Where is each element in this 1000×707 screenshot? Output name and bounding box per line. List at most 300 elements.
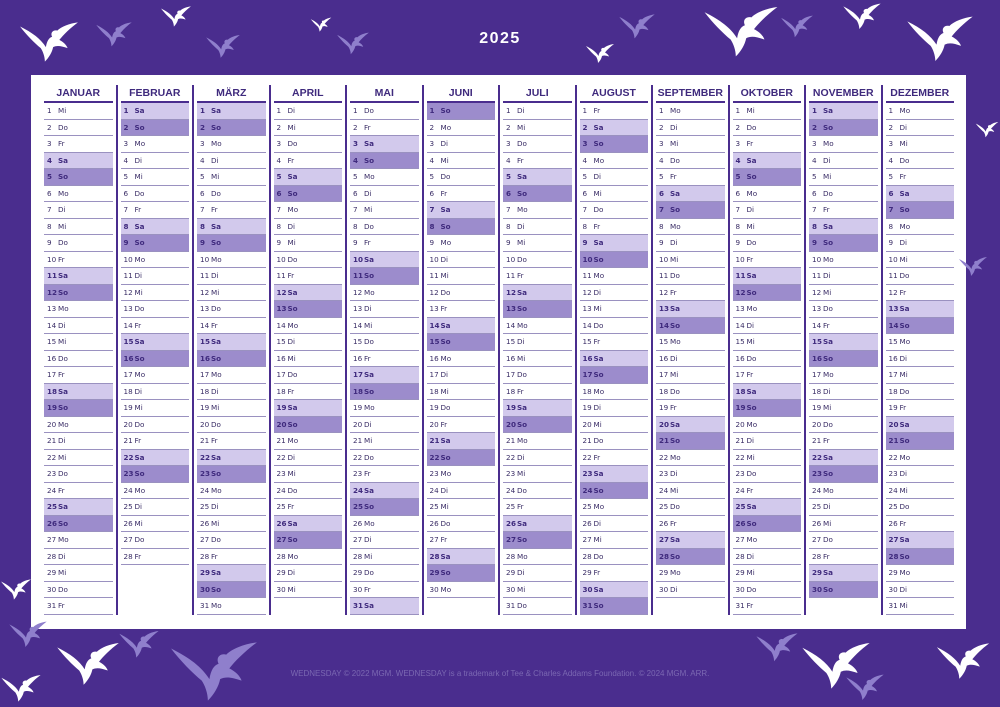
weekday-label: Mi: [58, 221, 67, 231]
day-number: 11: [276, 271, 286, 280]
weekday-label: Di: [517, 452, 525, 462]
day-number: 13: [200, 304, 210, 313]
day-number: 24: [735, 485, 745, 495]
day-number: 9: [200, 238, 206, 247]
day-row: [886, 367, 955, 384]
day-number: 18: [888, 386, 898, 396]
day-number: 6: [812, 188, 817, 198]
day-row: [274, 483, 343, 500]
day-number: 15: [888, 337, 898, 346]
day-row: [503, 219, 572, 236]
weekday-label: So: [593, 370, 604, 379]
day-row: [580, 549, 649, 566]
month-header: MÄRZ: [197, 85, 266, 103]
day-number: 3: [812, 139, 817, 148]
weekday-label: Di: [670, 353, 678, 363]
day-row: [427, 103, 496, 120]
weekday-label: Sa: [211, 221, 222, 231]
day-row: [580, 120, 649, 137]
day-row: [350, 499, 419, 516]
weekday-label: Mo: [287, 551, 299, 561]
day-number: 10: [276, 254, 286, 264]
weekday-label: Mi: [593, 304, 602, 313]
calendar-year-title: 2025: [479, 30, 521, 47]
day-row: [197, 549, 266, 566]
weekday-label: Di: [670, 122, 678, 132]
day-number: 21: [659, 436, 670, 445]
day-row: [503, 532, 572, 549]
weekday-label: Do: [746, 122, 757, 132]
day-row: [886, 450, 955, 467]
bird-icon: [8, 620, 48, 650]
day-row: [656, 384, 725, 401]
day-number: 26: [47, 518, 58, 528]
weekday-label: Mi: [287, 122, 296, 132]
weekday-label: Do: [134, 304, 145, 313]
weekday-label: Mi: [211, 172, 220, 181]
weekday-label: Di: [287, 221, 296, 231]
day-row: [503, 598, 572, 615]
day-row: [197, 169, 266, 186]
day-number: 6: [506, 188, 512, 198]
day-number: 2: [735, 122, 741, 132]
weekday-label: Sa: [823, 452, 834, 462]
day-row: [733, 450, 802, 467]
day-number: 20: [429, 419, 439, 429]
day-row: [121, 499, 190, 516]
day-number: 23: [47, 469, 57, 478]
day-row: [44, 417, 113, 434]
day-row: [733, 532, 802, 549]
day-number: 16: [429, 353, 439, 363]
weekday-label: Do: [58, 584, 68, 594]
day-row: [503, 367, 572, 384]
weekday-label: So: [746, 287, 757, 297]
weekday-label: Mi: [899, 139, 908, 148]
day-row: [350, 318, 419, 335]
weekday-label: So: [593, 254, 604, 264]
day-row: [44, 466, 113, 483]
day-number: 25: [735, 502, 746, 511]
weekday-label: Fr: [440, 535, 448, 544]
day-number: 16: [276, 353, 286, 363]
weekday-label: Do: [364, 337, 374, 346]
weekday-label: Do: [58, 122, 68, 132]
day-row: [733, 153, 802, 170]
weekday-label: Sa: [517, 403, 528, 412]
day-row: [886, 235, 955, 252]
day-row: [656, 582, 725, 599]
day-row: [656, 318, 725, 335]
day-row: [809, 285, 878, 302]
weekday-label: Di: [593, 403, 602, 412]
day-number: 22: [506, 452, 516, 462]
weekday-label: Mi: [517, 469, 526, 478]
day-row: [427, 565, 496, 582]
day-number: 2: [47, 122, 52, 132]
day-row: [427, 417, 496, 434]
day-number: 31: [200, 601, 210, 610]
weekday-label: So: [899, 205, 910, 214]
weekday-label: Fr: [440, 419, 448, 429]
day-row: [733, 120, 802, 137]
weekday-label: Fr: [58, 601, 65, 610]
day-number: 14: [659, 320, 670, 330]
day-number: 30: [276, 584, 286, 594]
weekday-label: Di: [440, 139, 449, 148]
day-number: 29: [429, 568, 440, 577]
day-row: [274, 136, 343, 153]
weekday-label: Fr: [440, 188, 448, 198]
day-number: 3: [353, 139, 359, 148]
day-number: 4: [276, 155, 282, 165]
weekday-label: Fr: [899, 287, 907, 297]
weekday-label: Do: [517, 254, 527, 264]
day-row: [197, 252, 266, 269]
day-number: 4: [659, 155, 664, 165]
day-number: 26: [582, 518, 592, 528]
weekday-label: So: [211, 469, 222, 478]
day-number: 6: [582, 188, 588, 198]
day-number: 23: [276, 469, 286, 478]
weekday-label: Do: [211, 188, 221, 198]
weekday-label: Mi: [517, 238, 526, 247]
day-number: 18: [582, 386, 592, 396]
day-number: 30: [888, 584, 898, 594]
day-row: [427, 235, 496, 252]
day-number: 20: [812, 419, 822, 429]
day-number: 26: [353, 518, 363, 528]
day-row: [121, 120, 190, 137]
day-number: 29: [353, 568, 363, 577]
day-row: [350, 598, 419, 615]
day-number: 19: [353, 403, 363, 412]
day-row: [427, 136, 496, 153]
weekday-label: Di: [211, 502, 219, 511]
day-row: [121, 417, 190, 434]
day-number: 11: [888, 271, 898, 280]
day-row: [809, 301, 878, 318]
day-number: 4: [812, 155, 817, 165]
weekday-label: So: [517, 419, 528, 429]
day-number: 18: [47, 386, 58, 396]
day-number: 10: [200, 254, 210, 264]
day-row: [656, 351, 725, 368]
day-number: 15: [353, 337, 363, 346]
day-row: [580, 384, 649, 401]
day-number: 18: [276, 386, 286, 396]
weekday-label: Do: [287, 254, 298, 264]
day-row: [580, 433, 649, 450]
day-number: 24: [123, 485, 133, 495]
day-number: 13: [429, 304, 439, 313]
day-number: 6: [47, 188, 52, 198]
day-row: [809, 417, 878, 434]
day-number: 1: [735, 106, 741, 115]
weekday-label: Di: [287, 106, 296, 115]
bird-icon: [958, 248, 988, 286]
day-number: 22: [659, 452, 669, 462]
bird-icon: [845, 672, 885, 704]
month-header: AUGUST: [580, 85, 649, 103]
day-number: 7: [200, 205, 205, 214]
weekday-label: So: [58, 287, 69, 297]
day-row: [503, 235, 572, 252]
day-number: 17: [429, 370, 439, 379]
day-number: 5: [276, 172, 282, 181]
day-number: 19: [123, 403, 133, 412]
day-number: 12: [659, 287, 669, 297]
weekday-label: Mo: [58, 188, 69, 198]
day-row: [44, 450, 113, 467]
day-row: [44, 186, 113, 203]
day-row: [121, 450, 190, 467]
weekday-label: Do: [899, 386, 910, 396]
day-number: 20: [353, 419, 363, 429]
day-number: 8: [506, 221, 511, 231]
day-row: [44, 582, 113, 599]
weekday-label: So: [287, 304, 298, 313]
weekday-label: So: [823, 584, 834, 594]
weekday-label: Di: [899, 469, 908, 478]
weekday-label: Di: [670, 469, 678, 478]
weekday-label: Di: [670, 238, 678, 247]
day-number: 24: [200, 485, 210, 495]
day-row: [350, 235, 419, 252]
weekday-label: Mo: [211, 139, 222, 148]
day-number: 2: [276, 122, 282, 132]
weekday-label: Mo: [593, 502, 605, 511]
weekday-label: Mi: [134, 403, 143, 412]
weekday-label: Di: [899, 238, 908, 247]
day-number: 28: [506, 551, 516, 561]
day-row: [886, 169, 955, 186]
day-row: [656, 153, 725, 170]
weekday-label: Di: [746, 436, 755, 445]
day-number: 11: [123, 271, 133, 280]
day-row: [274, 202, 343, 219]
weekday-label: So: [134, 122, 145, 132]
day-row: [44, 384, 113, 401]
weekday-label: So: [211, 238, 222, 247]
weekday-label: Do: [670, 271, 680, 280]
weekday-label: Mi: [517, 353, 526, 363]
month-column: [575, 85, 652, 615]
weekday-label: Fr: [58, 139, 65, 148]
day-row: [656, 565, 725, 582]
day-number: 12: [353, 287, 363, 297]
weekday-label: Mi: [364, 205, 373, 214]
day-row: [580, 417, 649, 434]
day-number: 21: [123, 436, 133, 445]
weekday-label: Mi: [211, 518, 220, 528]
day-row: [197, 202, 266, 219]
day-number: 27: [582, 535, 592, 544]
day-number: 14: [429, 320, 440, 330]
weekday-label: Mo: [670, 452, 681, 462]
day-number: 16: [812, 353, 823, 363]
weekday-label: Do: [364, 221, 374, 231]
day-number: 27: [429, 535, 439, 544]
weekday-label: Sa: [517, 518, 528, 528]
day-number: 31: [47, 601, 57, 610]
weekday-label: Do: [287, 370, 298, 379]
weekday-label: Mi: [364, 436, 373, 445]
month-header: JUNI: [427, 85, 496, 103]
day-row: [503, 334, 572, 351]
day-row: [580, 499, 649, 516]
day-row: [809, 252, 878, 269]
day-number: 27: [276, 535, 287, 544]
day-number: 16: [582, 353, 593, 363]
day-number: 30: [812, 584, 823, 594]
month-column: [422, 85, 499, 615]
weekday-label: Sa: [899, 188, 910, 198]
day-row: [503, 433, 572, 450]
weekday-label: So: [440, 452, 451, 462]
day-number: 25: [659, 502, 669, 511]
weekday-label: Fr: [593, 568, 601, 577]
day-number: 26: [276, 518, 287, 528]
day-row: [121, 367, 190, 384]
weekday-label: Mo: [287, 320, 299, 330]
day-row: [427, 186, 496, 203]
day-number: 9: [47, 238, 52, 247]
day-number: 2: [353, 122, 358, 132]
weekday-label: Di: [517, 337, 525, 346]
day-number: 21: [735, 436, 745, 445]
day-number: 24: [659, 485, 669, 495]
day-row: [656, 285, 725, 302]
day-row: [44, 565, 113, 582]
day-row: [350, 136, 419, 153]
day-row: [274, 268, 343, 285]
day-number: 4: [353, 155, 359, 165]
day-row: [580, 565, 649, 582]
weekday-label: Fr: [211, 320, 218, 330]
day-row: [427, 285, 496, 302]
weekday-label: Mo: [899, 452, 911, 462]
day-number: 22: [123, 452, 134, 462]
bird-icon: [18, 22, 80, 64]
day-number: 3: [429, 139, 435, 148]
day-row: [809, 334, 878, 351]
day-row: [350, 351, 419, 368]
day-row: [427, 466, 496, 483]
day-row: [274, 466, 343, 483]
day-number: 28: [200, 551, 210, 561]
day-row: [197, 285, 266, 302]
day-row: [809, 202, 878, 219]
weekday-label: Fr: [593, 452, 601, 462]
day-number: 29: [47, 568, 57, 577]
day-row: [427, 252, 496, 269]
day-row: [733, 103, 802, 120]
weekday-label: Sa: [593, 238, 604, 247]
day-row: [274, 384, 343, 401]
weekday-label: So: [593, 485, 604, 495]
weekday-label: Fr: [746, 485, 754, 495]
weekday-label: Sa: [746, 502, 757, 511]
day-row: [197, 532, 266, 549]
day-row: [733, 169, 802, 186]
day-row: [350, 103, 419, 120]
day-row: [580, 450, 649, 467]
day-row: [656, 219, 725, 236]
bird-icon: [780, 14, 814, 40]
day-row: [503, 351, 572, 368]
day-number: 30: [47, 584, 57, 594]
day-row: [503, 384, 572, 401]
weekday-label: Sa: [593, 122, 604, 132]
day-number: 20: [582, 419, 592, 429]
day-number: 1: [429, 106, 435, 115]
month-header: JANUAR: [44, 85, 113, 103]
day-row: [886, 186, 955, 203]
day-number: 15: [812, 337, 823, 346]
day-row: [733, 598, 802, 615]
bird-icon: [118, 628, 160, 662]
weekday-label: Sa: [134, 106, 145, 115]
day-row: [503, 103, 572, 120]
calendar-panel: [31, 75, 966, 629]
day-row: [656, 549, 725, 566]
weekday-label: Di: [899, 584, 908, 594]
weekday-label: Do: [364, 568, 374, 577]
day-row: [580, 367, 649, 384]
day-number: 22: [812, 452, 823, 462]
bird-icon: [842, 0, 882, 34]
day-row: [809, 103, 878, 120]
day-row: [809, 516, 878, 533]
day-row: [121, 466, 190, 483]
day-row: [197, 598, 266, 615]
bird-icon: [310, 16, 332, 34]
day-row: [580, 252, 649, 269]
day-row: [197, 268, 266, 285]
day-number: 27: [200, 535, 210, 544]
day-row: [656, 120, 725, 137]
weekday-label: Sa: [58, 386, 69, 396]
day-row: [580, 235, 649, 252]
day-row: [580, 103, 649, 120]
day-number: 21: [888, 436, 899, 445]
day-row: [656, 186, 725, 203]
bird-icon: [618, 12, 656, 42]
day-row: [350, 120, 419, 137]
day-row: [809, 235, 878, 252]
weekday-label: So: [440, 106, 451, 115]
day-number: 15: [506, 337, 516, 346]
day-number: 13: [123, 304, 133, 313]
weekday-label: Do: [440, 403, 451, 412]
weekday-label: Do: [899, 502, 910, 511]
day-number: 17: [812, 370, 822, 379]
day-number: 9: [735, 238, 741, 247]
weekday-label: Do: [517, 139, 527, 148]
weekday-label: Mo: [517, 205, 528, 214]
day-row: [503, 549, 572, 566]
day-row: [274, 351, 343, 368]
day-number: 13: [506, 304, 517, 313]
day-row: [886, 120, 955, 137]
day-row: [274, 153, 343, 170]
day-row: [733, 466, 802, 483]
day-number: 30: [429, 584, 439, 594]
weekday-label: Fr: [364, 469, 371, 478]
weekday-label: Mi: [211, 287, 220, 297]
day-row: [274, 285, 343, 302]
